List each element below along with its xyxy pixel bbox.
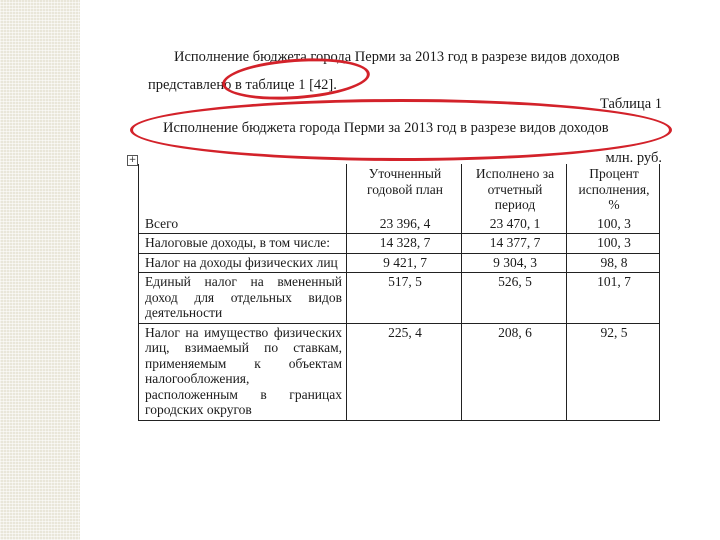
- row-done: 526, 5: [462, 273, 567, 324]
- table-row: [139, 273, 660, 324]
- row-plan: 14 328, 7: [347, 234, 462, 254]
- row-name: Налог на доходы физических лиц: [139, 253, 347, 273]
- row-name: Налоговые доходы, в том числе:: [139, 234, 347, 254]
- row-name: Всего: [139, 215, 347, 234]
- row-plan: 9 421, 7: [347, 253, 462, 273]
- row-done: 9 304, 3: [462, 253, 567, 273]
- row-name: Налог на имущество физических лиц, взимаемый по ставкам, применяемым к объектам налогообложения, расположенным в границах городских округов: [139, 323, 347, 420]
- header-cell-plan: Уточненный годовой план: [347, 164, 462, 215]
- table-row: [139, 253, 660, 273]
- row-pct: 98, 8: [567, 253, 660, 273]
- row-done: 14 377, 7: [462, 234, 567, 254]
- table-header-row: [139, 164, 660, 215]
- table-move-handle-icon[interactable]: +: [128, 155, 137, 165]
- units-label: млн. руб.: [605, 150, 662, 166]
- highlight-circle-title: [130, 99, 672, 161]
- row-pct: 100, 3: [567, 215, 660, 234]
- row-plan: 517, 5: [347, 273, 462, 324]
- row-pct: 92, 5: [567, 323, 660, 420]
- table-number: Таблица 1: [599, 96, 662, 112]
- row-plan: 23 396, 4: [347, 215, 462, 234]
- row-pct: 100, 3: [567, 234, 660, 254]
- header-cell-done: Исполнено за отчетный период: [462, 164, 567, 215]
- row-done: 23 470, 1: [462, 215, 567, 234]
- header-cell-pct: Процент исполнения, %: [567, 164, 660, 215]
- intro-line-1: Исполнение бюджета города Перми за 2013 год в разрезе видов доходов: [174, 49, 620, 65]
- row-plan: 225, 4: [347, 323, 462, 420]
- intro-line-2: представлено в таблице 1 [42].: [148, 77, 337, 93]
- decorative-side-strip: [0, 0, 80, 540]
- table-row: [139, 234, 660, 254]
- budget-table: [138, 164, 660, 421]
- table-title: Исполнение бюджета города Перми за 2013 год в разрезе видов доходов: [163, 120, 609, 136]
- row-done: 208, 6: [462, 323, 567, 420]
- table-row: [139, 323, 660, 420]
- header-cell-name: [139, 164, 347, 215]
- row-name: Единый налог на вмененный доход для отдельных видов деятельности: [139, 273, 347, 324]
- table-row: [139, 215, 660, 234]
- row-pct: 101, 7: [567, 273, 660, 324]
